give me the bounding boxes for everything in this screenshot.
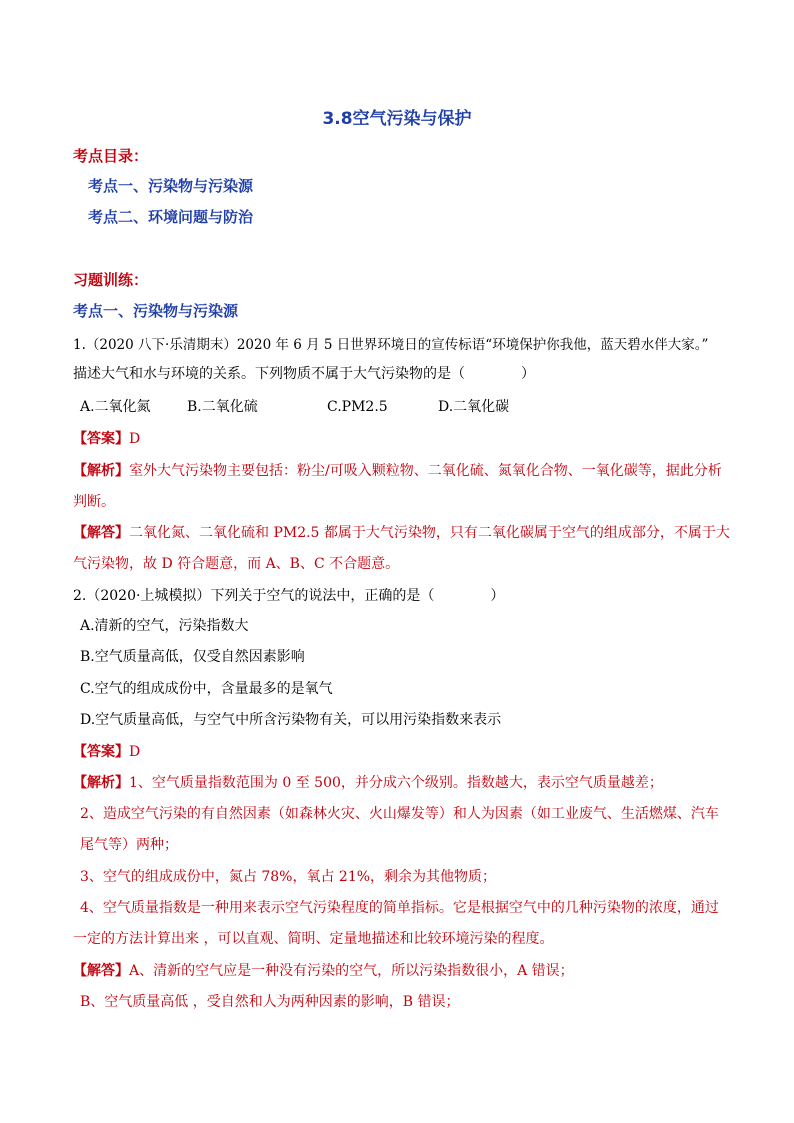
q2-option-c: C.空气的组成成份中，含量最多的是氧气	[80, 681, 333, 697]
q2-answer	[73, 741, 140, 761]
q2-solution-line1: A、清新的空气应是一种没有污染的空气，所以污染指数很小，A 错误；	[129, 963, 574, 979]
q2-option-a: A.清新的空气，污染指数大	[80, 618, 249, 634]
q1-stem-line2: 描述大气和水与环境的关系。下列物质不属于大气污染物的是（ ）	[73, 366, 535, 382]
exercise-heading: 习题训练：	[73, 271, 149, 289]
q1-solution-text: 二氧化氮、二氧化硫和 PM2.5 都属于大气污染物，只有二氧化碳属于空气的组成部分，不属于大	[129, 525, 730, 541]
q2-stem: 2.（2020·上城模拟）下列关于空气的说法中，正确的是（ ）	[73, 588, 505, 604]
q2-solution-line2: B、空气质量高低 ，受自然和人为两种因素的影响，B 错误；	[80, 994, 460, 1010]
q1-analysis-label: 【解析】	[73, 463, 129, 479]
q2-analysis-line5: 4、空气质量指数是一种用来表示空气污染程度的简单指标。它是根据空气中的几种污染物的浓度，通过	[80, 900, 719, 916]
q1-solution-line2: 气污染物，故 D 符合题意，而 A、B、C 不合题意。	[73, 556, 400, 572]
q2-analysis-line2: 2、造成空气污染的有自然因素（如森林火灾、火山爆发等）和人为因素（如工业废气、生活燃煤、汽车	[80, 806, 719, 822]
q2-option-d: D.空气质量高低，与空气中所含污染物有关，可以用污染指数来表示	[80, 712, 502, 728]
q2-analysis-line6: 一定的方法计算出来 ，可以直观、简明、定量地描述和比较环境污染的程度。	[73, 931, 554, 947]
q1-option-c: C.PM2.5	[327, 399, 388, 415]
q1-analysis-line2: 判断。	[73, 494, 115, 510]
q1-answer-value: D	[129, 431, 141, 447]
toc-heading: 考点目录：	[73, 147, 149, 165]
q1-stem-line1: 1.（2020 八下·乐清期末）2020 年 6 月 5 日世界环境日的宣传标语“环境保护你我他，蓝天碧水伴大家。”	[73, 337, 709, 353]
q1-solution	[73, 522, 730, 542]
q1-answer-label: 【答案】	[73, 431, 129, 447]
q2-analysis	[73, 772, 663, 792]
q2-analysis-line1: 1、空气质量指数范围为 0 至 500，并分成六个级别。指数越大，表示空气质量越差；	[129, 775, 663, 791]
q1-analysis-text: 室外大气污染物主要包括：粉尘/可吸入颗粒物、二氧化硫、氮氧化合物、一氧化碳等，据此分析	[129, 463, 722, 479]
q1-solution-label: 【解答】	[73, 525, 129, 541]
q2-analysis-label: 【解析】	[73, 775, 129, 791]
section-heading-1: 考点一、污染物与污染源	[73, 302, 239, 320]
q2-answer-label: 【答案】	[73, 744, 129, 760]
page-title: 3.8空气污染与保护	[322, 109, 472, 129]
toc-item-1: 考点一、污染物与污染源	[88, 177, 254, 195]
q2-solution-label: 【解答】	[73, 963, 129, 979]
q2-solution	[73, 960, 574, 980]
q1-options	[80, 396, 509, 416]
q1-option-b: B.二氧化硫	[187, 399, 258, 415]
q2-option-b: B.空气质量高低，仅受自然因素影响	[80, 649, 305, 665]
q2-answer-value: D	[129, 744, 141, 760]
q2-analysis-line3: 尾气等）两种；	[80, 837, 178, 853]
toc-item-2: 考点二、环境问题与防治	[88, 208, 254, 226]
q1-option-a: A.二氧化氮	[80, 399, 151, 415]
q1-answer	[73, 428, 140, 448]
q1-analysis	[73, 460, 722, 480]
q2-analysis-line4: 3、空气的组成成份中，氮占 78%，氧占 21%，剩余为其他物质；	[80, 869, 497, 885]
q1-option-d: D.二氧化碳	[438, 399, 510, 415]
